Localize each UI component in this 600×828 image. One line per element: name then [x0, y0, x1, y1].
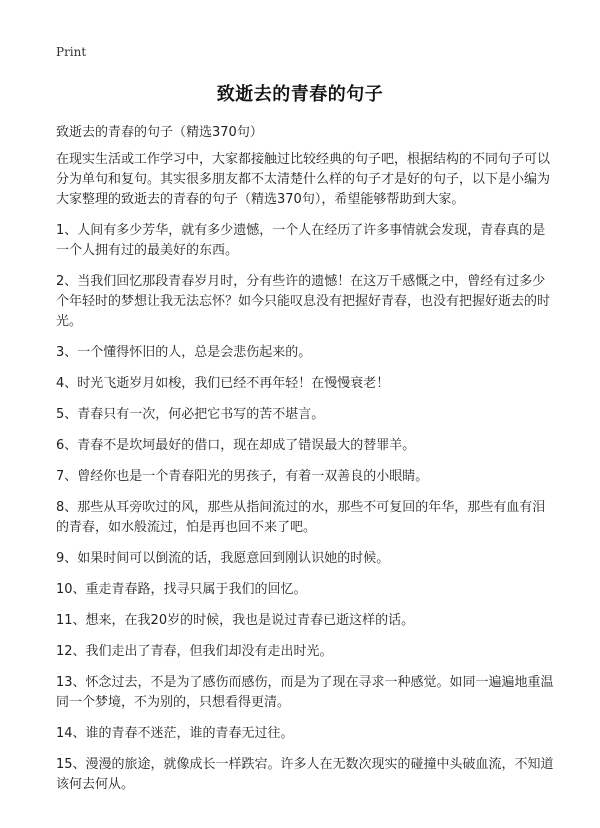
sentence-item: 8、那些从耳旁吹过的风，那些从指间流过的水，那些不可复回的年华，那些有血有泪的青春，如水般流过，怕是再也回不来了吧。 — [56, 500, 546, 535]
page-title: 致逝去的青春的句子 — [216, 84, 384, 105]
print-link[interactable]: Print — [56, 45, 87, 59]
sentence-item: 6、青春不是坎坷最好的借口，现在却成了错误最大的替罪羊。 — [56, 438, 416, 453]
sentence-item: 10、重走青春路，找寻只属于我们的回忆。 — [56, 582, 307, 597]
sentence-item: 1、人间有多少芳华，就有多少遗憾，一个人在经历了许多事情就会发现，青春真的是一个人拥有过的最美好的东西。 — [56, 223, 546, 258]
sentence-item: 3、一个懂得怀旧的人，总是会悲伤起来的。 — [56, 345, 312, 360]
sentence-item: 13、怀念过去，不是为了感伤而感伤，而是为了现在寻求一种感觉。如同一遍遍地重温同一个梦境，不为别的，只想看得更清。 — [56, 675, 554, 710]
sentence-item: 2、当我们回忆那段青春岁月时，分有些许的遗憾！在这万千感慨之中，曾经有过多少个年轻时的梦想让我无法忘怀？如今只能叹息没有把握好青春，也没有把握好逝去的时光。 — [56, 274, 551, 329]
sentence-item: 11、想来，在我20岁的时候，我也是说过青春已逝这样的话。 — [56, 613, 415, 628]
article-body — [56, 150, 556, 806]
sentence-item: 14、谁的青春不迷茫，谁的青春无过往。 — [56, 726, 294, 741]
intro-paragraph: 在现实生活或工作学习中，大家都接触过比较经典的句子吧，根据结构的不同句子可以分为单句和复句。其实很多朋友都不太清楚什么样的句子才是好的句子，以下是小编为大家整理的致逝去的青春的句子（精选370句），希望能够帮助到大家。 — [56, 152, 551, 207]
sentence-item: 4、时光飞逝岁月如梭，我们已经不再年轻！在慢慢衰老！ — [56, 376, 390, 391]
sentence-item: 7、曾经你也是一个青春阳光的男孩子，有着一双善良的小眼睛。 — [56, 469, 429, 484]
sentence-item: 12、我们走出了青春，但我们却没有走出时光。 — [56, 644, 333, 659]
sentence-item: 9、如果时间可以倒流的话，我愿意回到刚认识她的时候。 — [56, 551, 390, 566]
sentence-item: 5、青春只有一次，何必把它书写的苦不堪言。 — [56, 407, 325, 422]
sentence-item: 15、漫漫的旅途，就像成长一样跌宕。许多人在无数次现实的碰撞中头破血流，不知道该何去何从。 — [56, 757, 554, 792]
article-subtitle: 致逝去的青春的句子（精选370句） — [56, 125, 263, 140]
